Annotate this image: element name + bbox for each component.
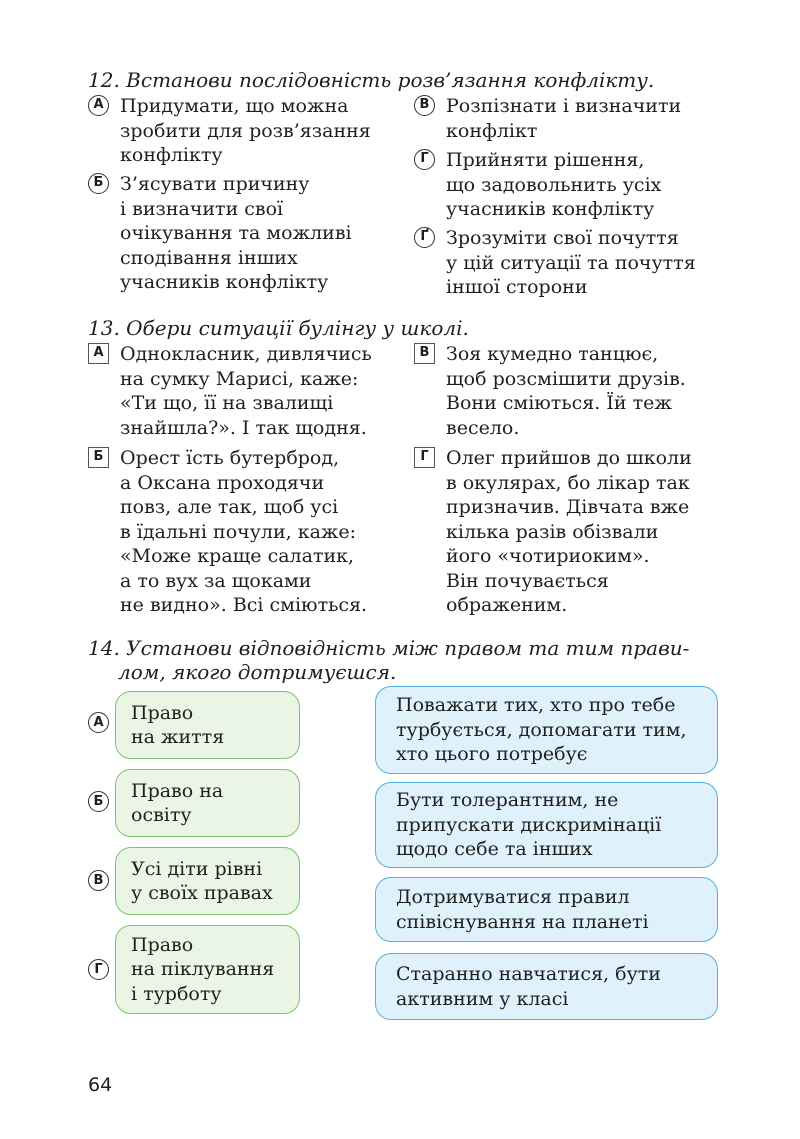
right-box-v[interactable]: Усі діти рівні у своїх правах <box>115 847 300 915</box>
task-13-option-v[interactable] <box>414 342 686 440</box>
task-12-option-g[interactable] <box>414 226 696 300</box>
task-12-option-a[interactable] <box>88 94 371 168</box>
task-13-option-h[interactable] <box>414 446 692 618</box>
option-text: Орест їсть бутерброд, а Оксана проходячи повз, але так, щоб усі в їдальні почули, каже: «Може краще салатик, а то вух за щоками не видно». Всі сміються. <box>120 447 368 616</box>
task-12-option-b[interactable] <box>88 172 352 295</box>
task-12-option-v[interactable] <box>414 94 681 143</box>
rule-box-3[interactable]: Дотримуватися правил співіснування на планеті <box>375 877 718 942</box>
option-letter-badge: Г <box>414 447 435 468</box>
rule-box-4[interactable]: Старанно навчатися, бути активним у класі <box>375 953 718 1020</box>
option-letter-badge: А <box>88 343 109 364</box>
right-letter-badge: Б <box>88 791 109 812</box>
option-letter-badge: Г <box>414 149 435 170</box>
option-text: Зрозуміти свої почуття у цій ситуації та почуття іншої сторони <box>446 227 696 298</box>
right-box-h[interactable]: Право на піклування і турботу <box>115 925 300 1014</box>
option-letter-badge: Ґ <box>414 227 435 248</box>
option-letter-badge: В <box>414 95 435 116</box>
right-letter-badge: В <box>88 870 109 891</box>
task-14-heading-cont: лом, якого дотримуєшся. <box>118 660 397 684</box>
right-letter-badge: Г <box>88 959 109 980</box>
page-number: 64 <box>88 1074 113 1096</box>
option-letter-badge: А <box>88 95 109 116</box>
right-box-b[interactable]: Право на освіту <box>115 769 300 837</box>
option-text: Однокласник, дивлячись на сумку Марисі, каже: «Ти що, її на звалищі знайшла?». І так щодня. <box>120 343 372 439</box>
right-box-a[interactable]: Право на життя <box>115 691 300 759</box>
task-13-heading: 13. Обери ситуації булінгу у школі. <box>88 316 469 340</box>
option-text: Придумати, що можна зробити для розв’язання конфлікту <box>120 95 371 166</box>
rule-box-1[interactable]: Поважати тих, хто про тебе турбується, допомагати тим, хто цього потребує <box>375 686 718 774</box>
option-text: Зоя кумедно танцює, щоб розсмішити друзів. Вони сміються. Їй теж весело. <box>446 343 686 439</box>
task-12-heading: 12. Встанови послідовність розв’язання конфлікту. <box>88 68 655 92</box>
option-letter-badge: Б <box>88 173 109 194</box>
task-14-heading: 14. Установи відповідність між правом та тим прави- <box>88 636 690 660</box>
option-text: Олег прийшов до школи в окулярах, бо лікар так призначив. Дівчата вже кілька разів обізвали його «чотириоким». Він почувається ображеним. <box>446 447 692 616</box>
rule-box-2[interactable]: Бути толерантним, не припускати дискримінації щодо себе та інших <box>375 782 718 868</box>
right-letter-badge: А <box>88 712 109 733</box>
task-13-option-b[interactable] <box>88 446 367 618</box>
option-text: Розпізнати і визначити конфлікт <box>446 95 682 142</box>
task-13-option-a[interactable] <box>88 342 372 440</box>
option-letter-badge: Б <box>88 447 109 468</box>
option-letter-badge: В <box>414 343 435 364</box>
option-text: З’ясувати причину і визначити свої очікування та можливі сподівання інших учасників конфлікту <box>120 173 352 293</box>
task-12-option-h[interactable] <box>414 148 661 222</box>
option-text: Прийняти рішення, що задовольнить усіх учасників конфлікту <box>446 149 662 220</box>
